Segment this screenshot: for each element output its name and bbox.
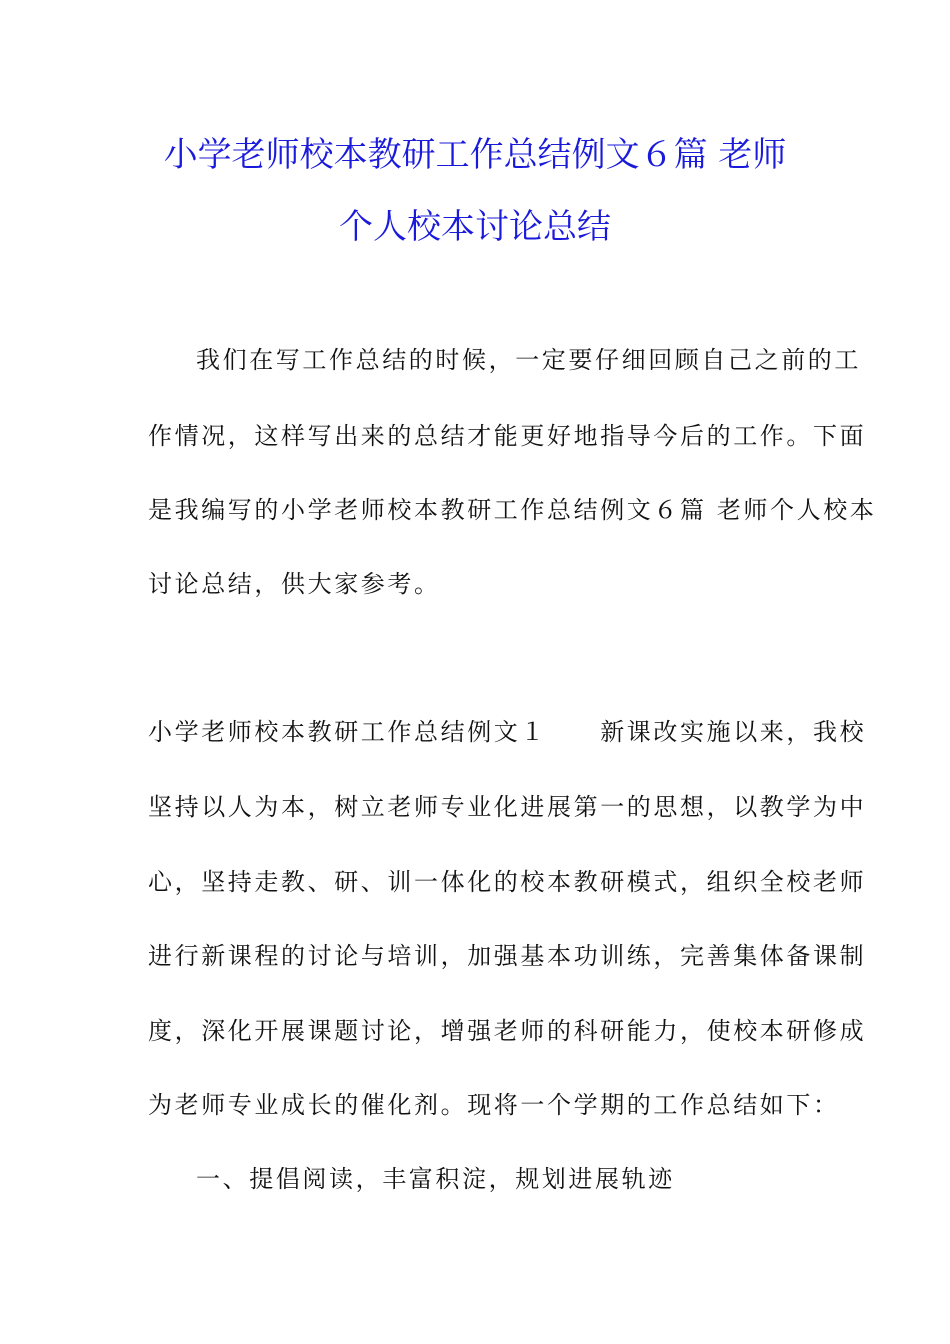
intro-paragraph-line: 讨论总结，供大家参考。 (148, 570, 441, 598)
document-title-line-2: 个人校本讨论总结 (339, 207, 611, 247)
body-paragraph-line: 进行新课程的讨论与培训，加强基本功训练，完善集体备课制 (148, 942, 867, 970)
body-paragraph-line: 小学老师校本教研工作总结例文１ 新课改实施以来，我校 (148, 718, 867, 746)
body-paragraph-line: 心，坚持走教、研、训一体化的校本教研模式，组织全校老师 (148, 868, 867, 896)
body-paragraph-line: 度，深化开展课题讨论，增强老师的科研能力，使校本研修成 (148, 1017, 867, 1045)
intro-paragraph-line: 我们在写工作总结的时候，一定要仔细回顾自己之前的工 (196, 346, 861, 374)
document-title-line-1: 小学老师校本教研工作总结例文６篇 老师 (163, 135, 787, 175)
body-paragraph-line: 坚持以人为本，树立老师专业化进展第一的思想，以教学为中 (148, 793, 867, 821)
body-paragraph-line: 为老师专业成长的催化剂。现将一个学期的工作总结如下： (148, 1091, 840, 1119)
intro-paragraph-line: 作情况，这样写出来的总结才能更好地指导今后的工作。下面 (148, 422, 867, 450)
section-heading: 一、提倡阅读，丰富积淀，规划进展轨迹 (196, 1165, 675, 1193)
intro-paragraph-line: 是我编写的小学老师校本教研工作总结例文６篇 老师个人校本 (148, 496, 877, 524)
